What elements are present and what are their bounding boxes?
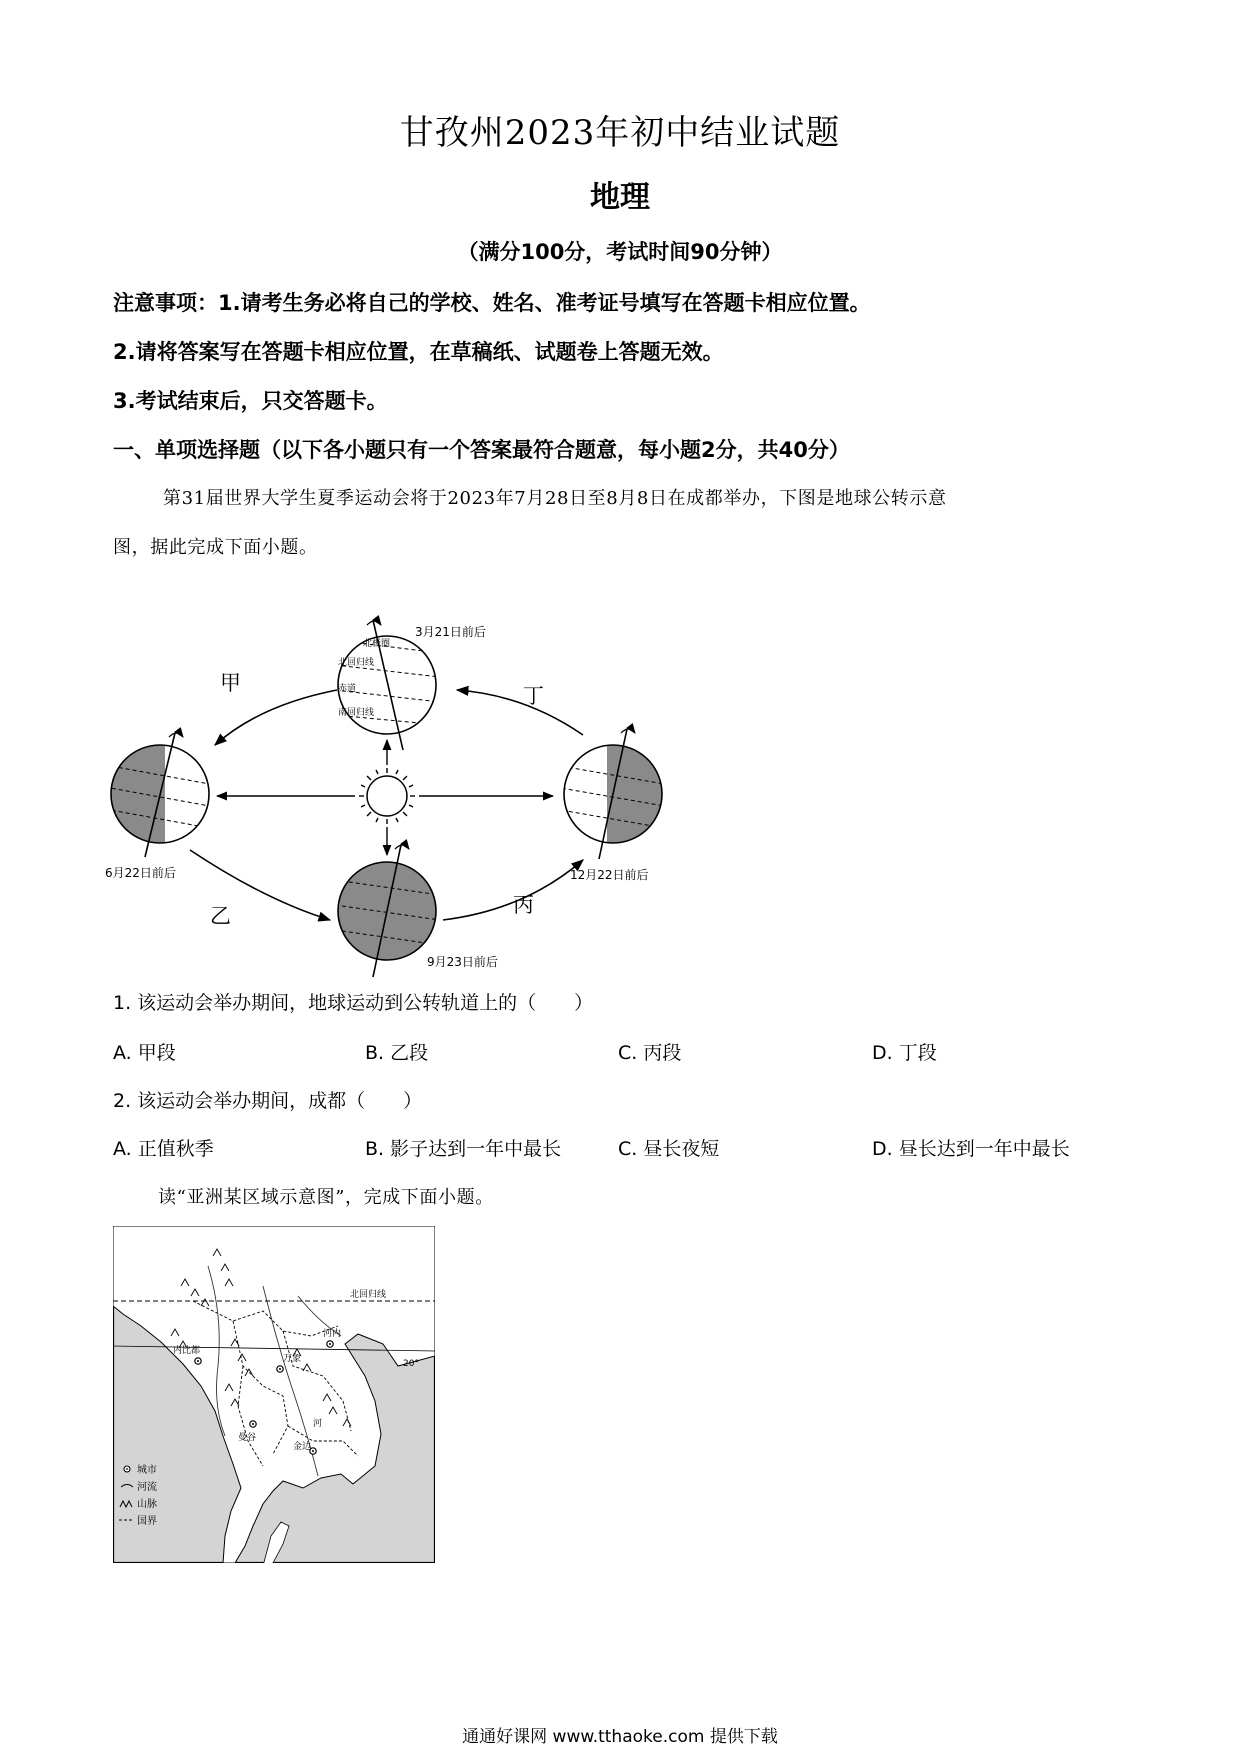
svg-text:河流: 河流 bbox=[137, 1482, 157, 1493]
q2-option-d[interactable]: D. 昼长达到一年中最长 bbox=[872, 1138, 1070, 1160]
footer-credit: 通通好课网 www.tthaoke.com 提供下载 bbox=[462, 1727, 778, 1747]
map-intro: 读“亚洲某区域示意图”，完成下面小题。 bbox=[158, 1187, 494, 1208]
notice-line-1: 注意事项：1.请考生务必将自己的学校、姓名、准考证号填写在答题卡相应位置。 bbox=[113, 291, 871, 315]
label-jun: 6月22日前后 bbox=[105, 866, 176, 880]
lat-south-tropic: 南回归线 bbox=[338, 708, 375, 718]
lat-equator: 赤道 bbox=[338, 684, 357, 694]
q1-option-a[interactable]: A. 甲段 bbox=[113, 1042, 176, 1064]
seg-bing: 丙 bbox=[513, 893, 534, 917]
svg-text:曼谷: 曼谷 bbox=[238, 1433, 257, 1443]
tropic-label: 北回归线 bbox=[350, 1290, 387, 1300]
svg-text:国界: 国界 bbox=[137, 1516, 157, 1527]
svg-text:万象: 万象 bbox=[283, 1354, 302, 1364]
subject-title: 地理 bbox=[590, 180, 650, 215]
orbit-arc-jia bbox=[215, 690, 337, 745]
intro-line-1: 第31届世界大学生夏季运动会将于2023年7月28日至8月8日在成都举办，下图是地球公转示意 bbox=[163, 488, 947, 509]
intro-line-2: 图，据此完成下面小题。 bbox=[113, 537, 318, 558]
q1-stem: 1. 该运动会举办期间，地球运动到公转轨道上的（ ） bbox=[113, 992, 594, 1014]
exam-title: 甘孜州2023年初中结业试题 bbox=[399, 113, 841, 153]
lat-north-circle: 北极圈 bbox=[363, 639, 391, 649]
lat-north-tropic: 北回归线 bbox=[338, 658, 375, 668]
seg-ding: 丁 bbox=[523, 684, 544, 708]
label-sep: 9月23日前后 bbox=[427, 955, 498, 969]
svg-text:山脉: 山脉 bbox=[137, 1499, 157, 1510]
svg-text:城市: 城市 bbox=[137, 1465, 157, 1476]
earth-june bbox=[105, 735, 225, 855]
svg-text:河内: 河内 bbox=[323, 1329, 342, 1339]
label-mar: 3月21日前后 bbox=[415, 625, 486, 639]
q1-option-b[interactable]: B. 乙段 bbox=[365, 1042, 429, 1064]
q2-option-c[interactable]: C. 昼长夜短 bbox=[618, 1138, 720, 1160]
orbit-arc-ding bbox=[457, 690, 583, 735]
earth-december bbox=[555, 735, 677, 855]
q2-option-a[interactable]: A. 正值秋季 bbox=[113, 1138, 214, 1160]
river-label: 河 bbox=[313, 1419, 323, 1429]
earth-orbit-diagram bbox=[105, 615, 685, 985]
q2-option-b[interactable]: B. 影子达到一年中最长 bbox=[365, 1138, 562, 1160]
seg-jia: 甲 bbox=[220, 671, 241, 695]
notice-line-2: 2.请将答案写在答题卡相应位置，在草稿纸、试题卷上答题无效。 bbox=[113, 340, 724, 364]
asia-region-map bbox=[113, 1226, 435, 1563]
q1-option-d[interactable]: D. 丁段 bbox=[872, 1042, 937, 1064]
q2-stem: 2. 该运动会举办期间，成都（ ） bbox=[113, 1090, 423, 1112]
seg-yi: 乙 bbox=[210, 904, 231, 928]
lat20-label: 20° bbox=[403, 1359, 419, 1369]
svg-text:金边: 金边 bbox=[293, 1442, 312, 1452]
q1-option-c[interactable]: C. 丙段 bbox=[618, 1042, 682, 1064]
svg-text:内比都: 内比都 bbox=[173, 1346, 201, 1356]
sun-icon bbox=[359, 768, 415, 824]
label-dec: 12月22日前后 bbox=[570, 868, 649, 882]
notice-line-3: 3.考试结束后，只交答题卡。 bbox=[113, 389, 388, 413]
score-info: （满分100分，考试时间90分钟） bbox=[457, 240, 783, 264]
section-heading: 一、单项选择题（以下各小题只有一个答案最符合题意，每小题2分，共40分） bbox=[113, 438, 850, 462]
